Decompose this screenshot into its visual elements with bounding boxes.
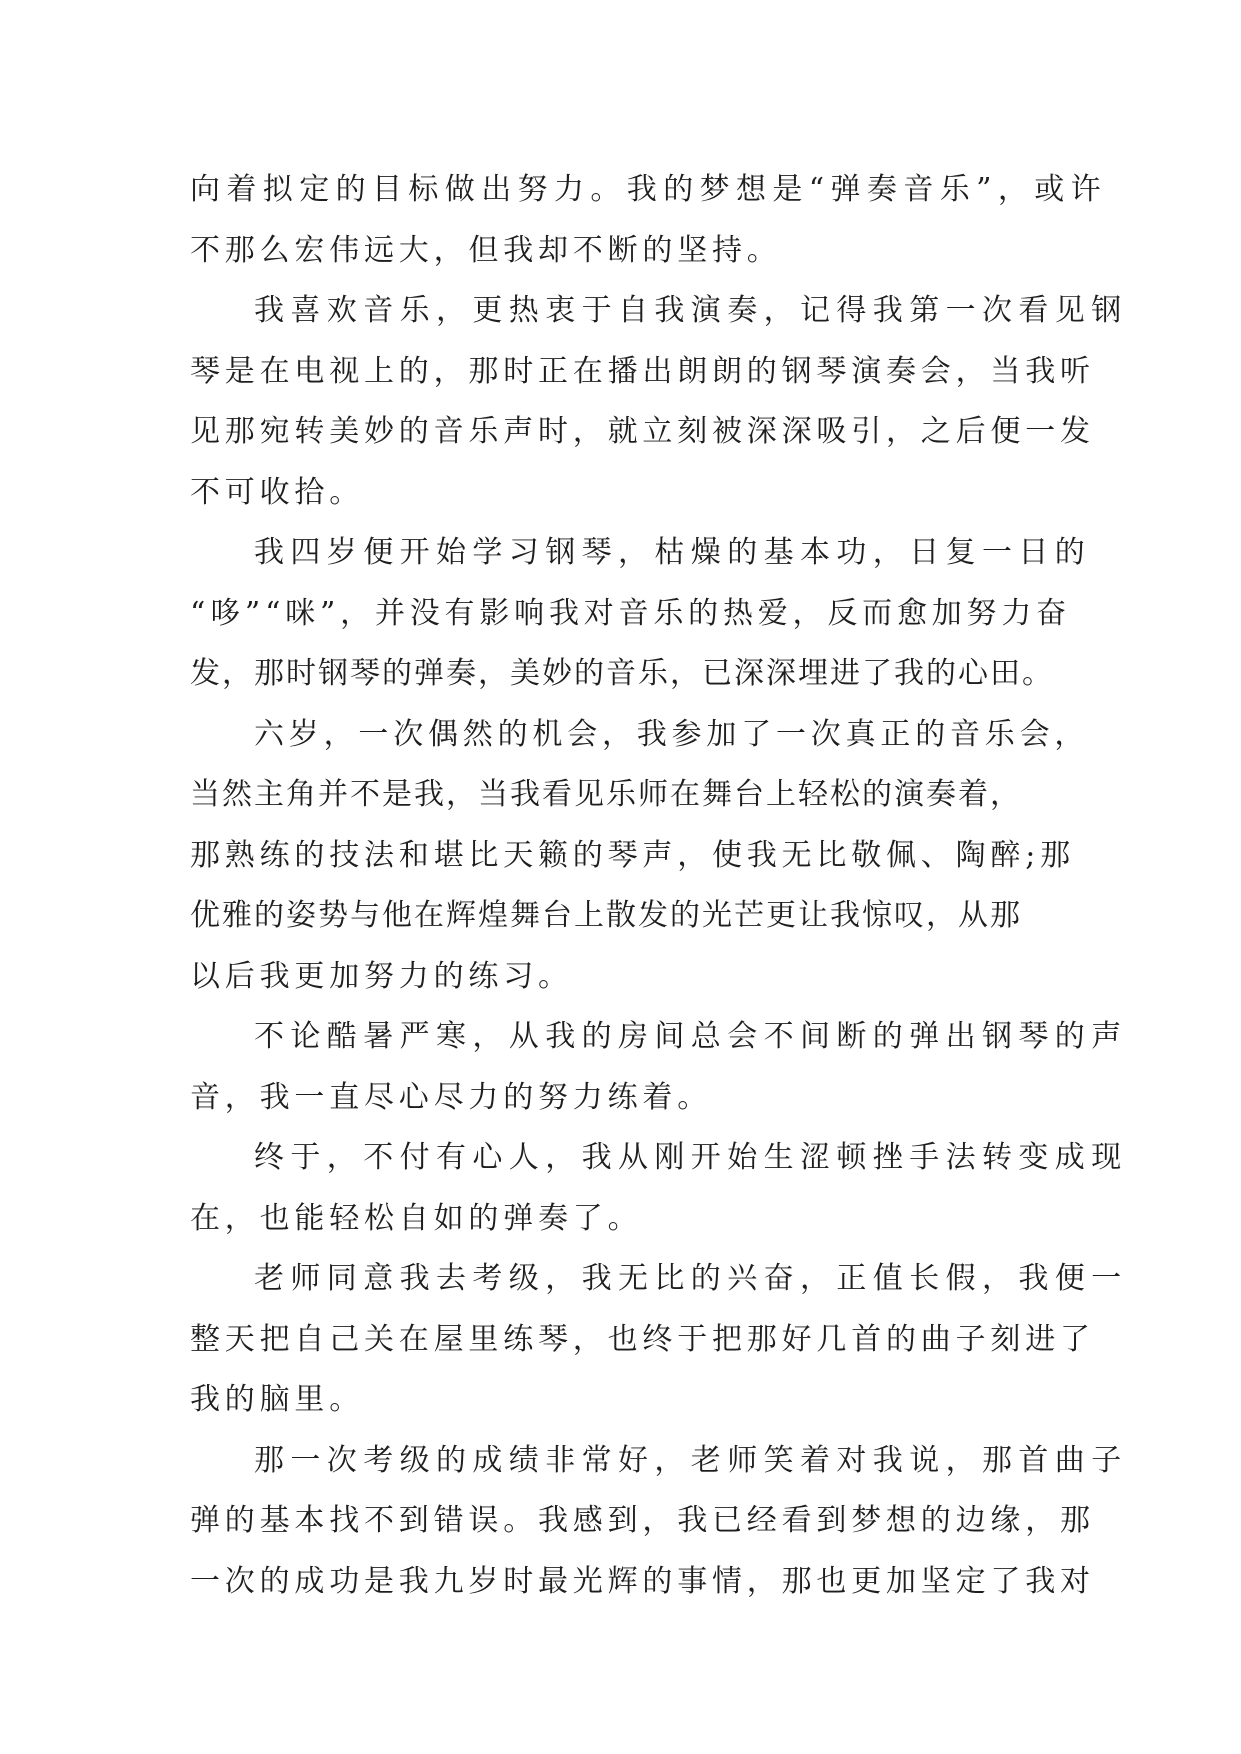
- text-line: 不可收拾。: [190, 474, 364, 510]
- text-line: “哆”“咪”，并没有影响我对音乐的热爱，反而愈加努力奋: [190, 595, 1071, 631]
- paragraph-start-line: 那一次考级的成绩非常好，老师笑着对我说，那首曲子: [254, 1442, 1128, 1478]
- text-line: 当然主角并不是我，当我看见乐师在舞台上轻松的演奏着，: [190, 777, 1022, 812]
- text-line: 发，那时钢琴的弹奏，美妙的音乐，已深深埋进了我的心田。: [190, 656, 1054, 691]
- paragraph-start-line: 六岁，一次偶然的机会，我参加了一次真正的音乐会，: [254, 716, 1090, 752]
- text-line: 以后我更加努力的练习。: [190, 958, 573, 994]
- text-line: 音，我一直尽心尽力的努力练着。: [190, 1079, 712, 1115]
- text-line: 弹的基本找不到错误。我感到，我已经看到梦想的边缘，那: [190, 1503, 1095, 1538]
- paragraph-start-line: 我四岁便开始学习钢琴，枯燥的基本功，日复一日的: [254, 535, 1092, 570]
- text-line: 那熟练的技法和堪比天籁的琴声，使我无比敬佩、陶醉;那: [190, 837, 1075, 873]
- text-line: 优雅的姿势与他在辉煌舞台上散发的光芒更让我惊叹，从那: [190, 898, 1022, 933]
- text-line: 我的脑里。: [190, 1382, 364, 1417]
- paragraph-start-line: 我喜欢音乐，更热衷于自我演奏，记得我第一次看见钢: [254, 293, 1128, 328]
- paragraph-start-line: 终于，不付有心人，我从刚开始生涩顿挫手法转变成现: [254, 1140, 1128, 1175]
- paragraph-start-line: 老师同意我去考级，我无比的兴奋，正值长假，我便一: [254, 1261, 1128, 1296]
- text-line: 整天把自己关在屋里练琴，也终于把那好几首的曲子刻进了: [190, 1321, 1095, 1357]
- text-line: 在，也能轻松自如的弹奏了。: [190, 1200, 643, 1236]
- essay-body: [190, 160, 1128, 1612]
- text-line: 琴是在电视上的，那时正在播出朗朗的钢琴演奏会，当我听: [190, 353, 1095, 389]
- paragraph-start-line: 不论酷暑严寒，从我的房间总会不间断的弹出钢琴的声: [254, 1019, 1128, 1054]
- text-line: 向着拟定的目标做出努力。我的梦想是“弹奏音乐”，或许: [190, 172, 1108, 207]
- text-line: 见那宛转美妙的音乐声时，就立刻被深深吸引，之后便一发: [190, 414, 1095, 449]
- text-line: 不那么宏伟远大，但我却不断的坚持。: [190, 232, 782, 268]
- text-line: 一次的成功是我九岁时最光辉的事情，那也更加坚定了我对: [190, 1563, 1095, 1599]
